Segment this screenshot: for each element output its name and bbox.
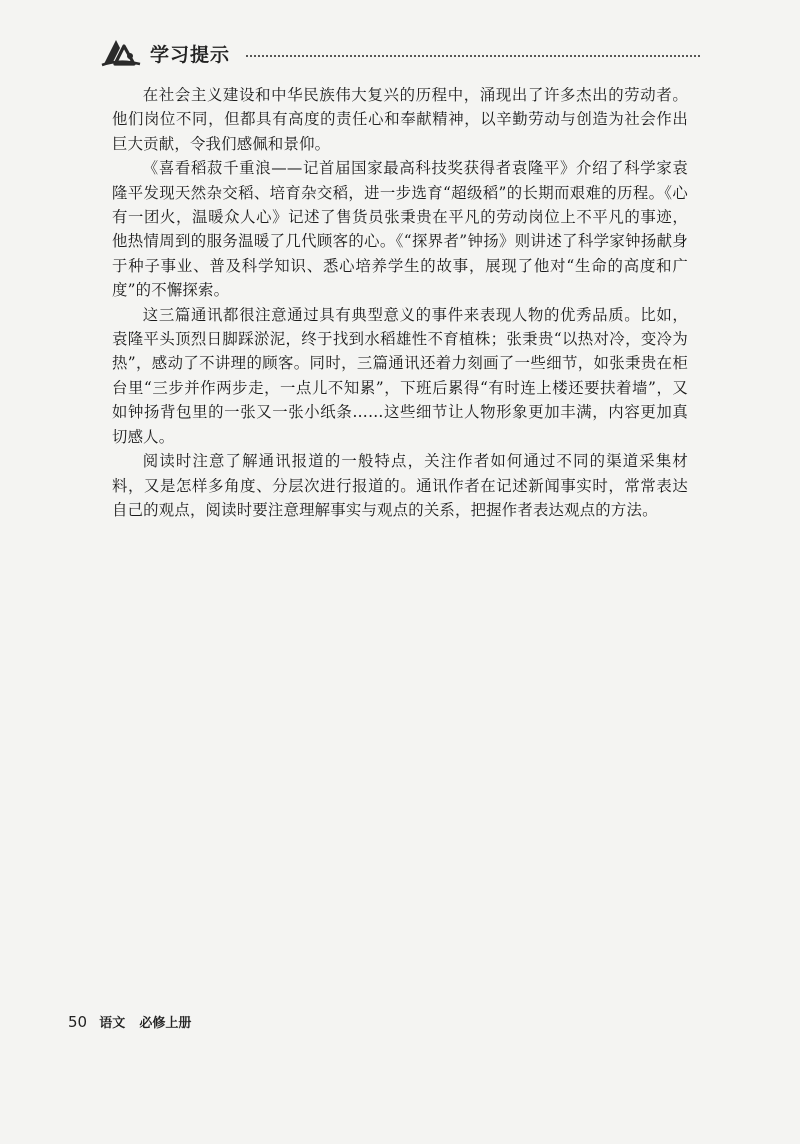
study-tips-body: [112, 83, 688, 522]
volume-title: 必修上册: [139, 1016, 192, 1031]
paragraph: 阅读时注意了解通讯报道的一般特点，关注作者如何通过不同的渠道采集材料，又是怎样多角度、分层次进行报道的。通讯作者在记述新闻事实时，常常表达自己的观点，阅读时要注意理解事实与观点的关系，把握作者表达观点的方法。: [112, 452, 688, 519]
book-title: 语文: [99, 1016, 126, 1031]
paragraph: 《喜看稻菽千重浪——记首届国家最高科技奖获得者袁隆平》介绍了科学家袁隆平发现天然杂交稻、培育杂交稻，进一步选育“超级稻”的长期而艰难的历程。《心有一团火，温暖众人心》记述了售货员张秉贵在平凡的劳动岗位上不平凡的事迹，他热情周到的服务温暖了几代顾客的心。《“探界者”钟扬》则讲述了科学家钟扬献身于种子事业、普及科学知识、悉心培养学生的故事，展现了他对“生命的高度和广度”的不懈探索。: [112, 159, 688, 300]
page-footer: [68, 1012, 191, 1031]
page-number: 50: [68, 1013, 88, 1031]
study-tips-logo-icon: [100, 34, 142, 70]
paragraph: 这三篇通讯都很注意通过具有典型意义的事件来表现人物的优秀品质。比如，袁隆平头顶烈日脚踩淤泥，终于找到水稻雄性不育植株；张秉贵“以热对冷，变冷为热”，感动了不讲理的顾客。同时，三篇通讯还着力刻画了一些细节，如张秉贵在柜台里“三步并作两步走，一点儿不知累”，下班后累得“有时连上楼还要扶着墙”，又如钟扬背包里的一张又一张小纸条……这些细节让人物形象更加丰满，内容更加真切感人。: [112, 305, 688, 446]
paragraph: 在社会主义建设和中华民族伟大复兴的历程中，涌现出了许多杰出的劳动者。他们岗位不同，但都具有高度的责任心和奉献精神，以辛勤劳动与创造为社会作出巨大贡献，令我们感佩和景仰。: [112, 86, 688, 153]
section-title: 学习提示: [150, 44, 231, 66]
header-divider: [246, 55, 700, 57]
section-header: [100, 34, 700, 74]
